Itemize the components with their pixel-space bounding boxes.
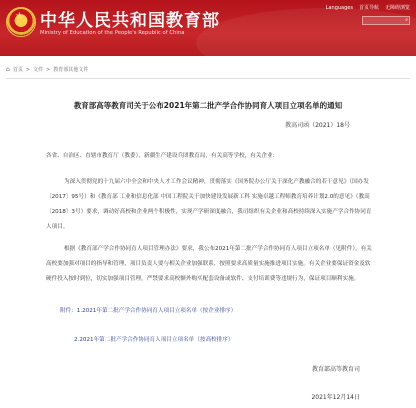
breadcrumb-separator: > — [25, 66, 31, 73]
breadcrumb-divider — [6, 78, 410, 79]
breadcrumb-separator: > — [46, 66, 51, 73]
site-header — [0, 0, 416, 56]
attachment-link-1[interactable]: 附件：1.2021年第二批产学合作协同育人项目立项名单（按企业排序） — [60, 308, 237, 314]
home-nav-link[interactable]: 首页导航 — [358, 5, 379, 11]
national-emblem-icon[interactable]: ★ — [6, 7, 36, 37]
attachment-link-2[interactable]: 2.2021年第二批产学合作协同育人项目立项名单（按高校排序） — [74, 337, 234, 343]
breadcrumb-home[interactable]: 首页 — [12, 67, 23, 73]
languages-link[interactable]: Languages — [325, 4, 353, 11]
document-title: 教育部高等教育司关于公布2021年第二批产学合作协同育人项目立项名单的通知 — [73, 101, 343, 110]
breadcrumb-files[interactable]: 文件 — [33, 67, 44, 73]
search-icon[interactable]: ⌕ — [405, 17, 408, 23]
paragraph-1: 为深入贯彻党的十九届六中全会和中央人才工作会议精神，贯彻落实《国务院办公厅关于深化产教融合的若干意见》（国办发〔2017〕95号）和《教育部 工业和信息化部 中国工程院关于加快建设发展新工科 实施卓越工程师教育培养计划2.0的意见》（教高〔2018〕3号）要求，调动好高校和企业两个积极性，实现产学研深度融合，我司组织有关企业和高校持续深入实施产学合作协同育人项目。 — [46, 179, 372, 230]
home-icon: ⌂ — [6, 66, 10, 73]
document-signer: 教育部高等教育司 — [311, 366, 360, 373]
document-date: 2021年12月14日 — [311, 394, 360, 401]
accessibility-link[interactable]: 无障碍浏览 — [384, 5, 410, 11]
breadcrumb-other-files[interactable]: 教育部其他文件 — [53, 67, 89, 73]
addressee: 各省、自治区、直辖市教育厅（教委），新疆生产建设兵团教育局，有关高等学校，有关企业： — [46, 153, 279, 159]
top-links — [326, 4, 410, 11]
breadcrumb — [6, 66, 88, 73]
search-input[interactable] — [362, 16, 410, 25]
document-number: 教高司函（2021）18号 — [285, 122, 350, 129]
site-title-english: Ministry of Education of the People's Republic of China — [40, 30, 185, 36]
site-title[interactable]: 中华人民共和国教育部 — [40, 11, 220, 31]
paragraph-2: 根据《教育部产学合作协同育人项目管理办法》要求，我公布2021年第二批产学合作协同育人项目立项名单（见附件）。有关高校要加强对项目的指导和管理，项目负责人要与相关企业加强联系，按照要求高质量实施推进项目实施。有关企业要保证资金及软硬件投入按时到位，切实加强项目管理，严禁要求高校额外购买配套设备或软件、支付培训费等违规行为，保证项目顺利实施。 — [46, 246, 372, 282]
